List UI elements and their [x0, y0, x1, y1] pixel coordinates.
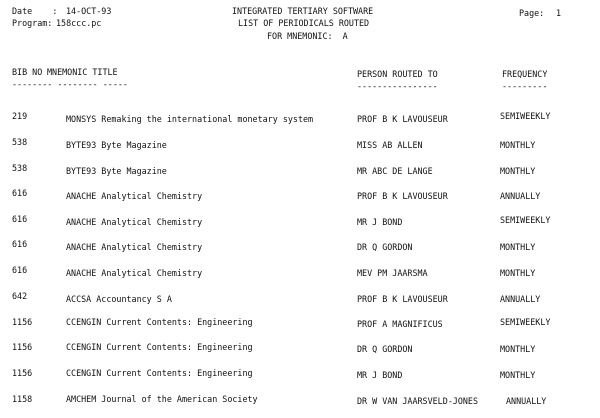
col-person: PERSON ROUTED TO	[357, 69, 438, 79]
col-bib-no: BIB NO	[12, 67, 43, 77]
table-row	[0, 292, 600, 304]
frequency-cell: MONTHLY	[500, 140, 536, 150]
mnemonic-title-cell: ANACHE Analytical Chemistry	[66, 268, 203, 278]
frequency-cell: MONTHLY	[500, 242, 536, 252]
col-underline-bib-title: -------- -------- -----	[12, 79, 128, 89]
person-cell: PROF A MAGNIFICUS	[357, 319, 443, 329]
table-row	[0, 164, 600, 176]
table-row	[0, 215, 600, 227]
frequency-cell: MONTHLY	[500, 166, 536, 176]
person-cell: PROF B K LAVOUSEUR	[357, 191, 448, 201]
mnemonic-title-cell: CCENGIN Current Contents: Engineering	[66, 342, 253, 352]
mnemonic-title-cell: BYTE93 Byte Magazine	[66, 166, 167, 176]
col-mnemonic-title: MNEMONIC TITLE	[47, 67, 118, 77]
bib-no-cell: 616	[12, 265, 28, 275]
frequency-cell: ANNUALLY	[500, 191, 541, 201]
report-title: LIST OF PERIODICALS ROUTED	[238, 18, 370, 28]
person-cell: DR Q GORDON	[357, 344, 413, 354]
table-row	[0, 240, 600, 252]
mnemonic-title-cell: CCENGIN Current Contents: Engineering	[66, 317, 253, 327]
frequency-cell: MONTHLY	[500, 268, 536, 278]
bib-no-cell: 1156	[12, 368, 33, 378]
table-row	[0, 138, 600, 150]
bib-no-cell: 219	[12, 111, 28, 121]
frequency-cell: ANNUALLY	[506, 396, 547, 406]
date-label: Date :	[12, 6, 58, 16]
table-row	[0, 266, 600, 278]
person-cell: MR ABC DE LANGE	[357, 166, 433, 176]
table-row	[0, 189, 600, 201]
person-cell: MEV PM JAARSMA	[357, 268, 428, 278]
frequency-cell: SEMIWEEKLY	[500, 317, 551, 327]
bib-no-cell: 642	[12, 291, 28, 301]
bib-no-cell: 538	[12, 163, 28, 173]
table-row	[0, 318, 600, 330]
col-underline-frequency: ---------	[502, 81, 548, 91]
person-cell: DR W VAN JAARSVELD-JONES	[357, 396, 479, 406]
mnemonic-title-cell: CCENGIN Current Contents: Engineering	[66, 368, 253, 378]
program-value: 158ccc.pc	[56, 18, 102, 28]
mnemonic-title-cell: ACCSA Accountancy S A	[66, 294, 172, 304]
table-row	[0, 343, 600, 355]
person-cell: PROF B K LAVOUSEUR	[357, 114, 448, 124]
mnemonic-title-cell: MONSYS Remaking the international monetary system	[66, 114, 314, 124]
person-cell: MR J BOND	[357, 217, 403, 227]
frequency-cell: SEMIWEEKLY	[500, 111, 551, 121]
person-cell: MISS AB ALLEN	[357, 140, 423, 150]
page-number: 1	[556, 8, 562, 18]
bib-no-cell: 616	[12, 214, 28, 224]
table-row	[0, 395, 600, 407]
bib-no-cell: 538	[12, 137, 28, 147]
person-cell: MR J BOND	[357, 370, 403, 380]
bib-no-cell: 1156	[12, 317, 33, 327]
table-row	[0, 369, 600, 381]
mnemonic-title-cell: BYTE93 Byte Magazine	[66, 140, 167, 150]
bib-no-cell: 616	[12, 239, 28, 249]
mnemonic-title-cell: ANACHE Analytical Chemistry	[66, 217, 203, 227]
col-underline-person: ----------------	[357, 81, 438, 91]
frequency-cell: MONTHLY	[500, 344, 536, 354]
report-subtitle: FOR MNEMONIC: A	[267, 31, 348, 41]
program-label: Program:	[12, 18, 53, 28]
frequency-cell: ANNUALLY	[500, 294, 541, 304]
page-label: Page:	[519, 8, 545, 18]
bib-no-cell: 616	[12, 188, 28, 198]
person-cell: PROF B K LAVOUSEUR	[357, 294, 448, 304]
person-cell: DR Q GORDON	[357, 242, 413, 252]
bib-no-cell: 1158	[12, 394, 33, 404]
frequency-cell: MONTHLY	[500, 370, 536, 380]
table-row	[0, 112, 600, 124]
mnemonic-title-cell: ANACHE Analytical Chemistry	[66, 242, 203, 252]
bib-no-cell: 1156	[12, 342, 33, 352]
mnemonic-title-cell: AMCHEM Journal of the American Society	[66, 394, 258, 404]
date-value: 14-OCT-93	[66, 6, 112, 16]
frequency-cell: SEMIWEEKLY	[500, 215, 551, 225]
col-frequency: FREQUENCY	[502, 69, 548, 79]
mnemonic-title-cell: ANACHE Analytical Chemistry	[66, 191, 203, 201]
system-title: INTEGRATED TERTIARY SOFTWARE	[232, 6, 374, 16]
